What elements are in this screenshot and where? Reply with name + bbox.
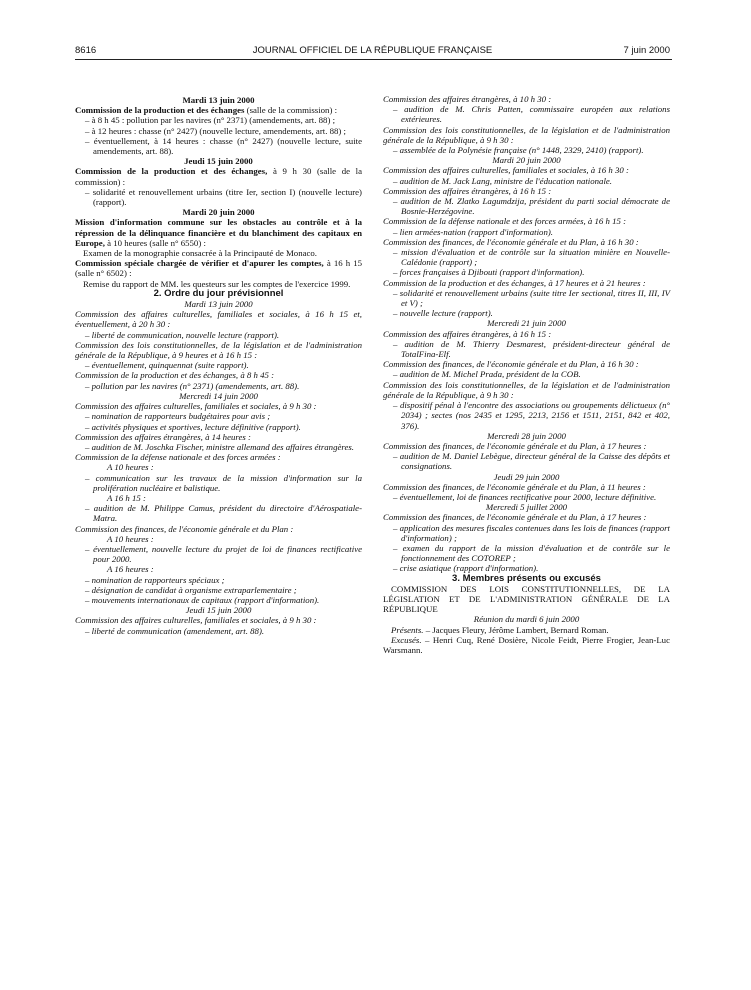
agenda-item: – examen du rapport de la mission d'évaluation et de contrôle sur le fonctionnement des COTOREP ; — [393, 542, 670, 564]
agenda-item: – activités physiques et sportives, lecture définitive (rapport). — [85, 421, 301, 432]
agenda-item: – audition de M. Daniel Lebègue, directeur général de la Caisse des dépôts et consignations. — [393, 451, 670, 472]
agenda-item: – application des mesures fiscales contenues dans les lois de finances (rapport d'information) ; — [393, 522, 670, 543]
commission-entry: Commission des affaires étrangères, à 16 h 15 : — [383, 185, 552, 196]
agenda-item: – audition de M. Joschka Fischer, ministre allemand des affaires étrangères. — [85, 441, 354, 452]
commission-entry: Commission des finances, de l'économie générale et du Plan, à 16 h 30 : — [383, 359, 639, 370]
agenda-item: – désignation de candidat à organisme extraparlementaire ; — [85, 584, 297, 595]
running-header — [75, 45, 670, 59]
agenda-item: – audition de M. Chris Patten, commissaire européen aux relations extérieures. — [393, 104, 670, 125]
date-heading: Mardi 20 juin 2000 — [182, 207, 255, 218]
agenda-item: – crise asiatique (rapport d'information). — [393, 563, 539, 574]
commission-entry: Commission de la défense nationale et des forces armées, à 16 h 15 : — [383, 216, 627, 227]
agenda-item: – solidarité et renouvellement urbains (titre Ier, section I) (nouvelle lecture) (rapport). — [85, 186, 362, 208]
commission-entry: Commission des lois constitutionnelles, de la législation et de l'administration générale de la République, à 9 h 30 : — [383, 379, 670, 400]
agenda-item: – audition de M. Jack Lang, ministre de l'éducation nationale. — [393, 175, 612, 186]
agenda-item: – audition de M. Zlatko Lagumdzija, président du parti social démocrate de Bosnie-Herzégovine. — [393, 196, 670, 217]
agenda-item: – pollution par les navires (n° 2371) (amendements, art. 88). — [85, 380, 300, 391]
section-heading: 3. Membres présents ou excusés — [452, 572, 601, 584]
date-heading: Mardi 13 juin 2000 — [182, 95, 255, 105]
date-heading: Mercredi 28 juin 2000 — [487, 430, 566, 441]
agenda-item: – mouvements internationaux de capitaux (rapport d'information). — [85, 594, 320, 605]
commission-entry: Commission de la production et des échanges, à 9 h 30 (salle de la commission) : — [75, 166, 362, 187]
agenda-item: – mission d'évaluation et de contrôle sur la situation minière en Nouvelle-Calédonie (rapport) ; — [393, 247, 670, 268]
agenda-item: – nouvelle lecture (rapport). — [393, 308, 493, 319]
agenda-item: – audition de M. Michel Prada, président de la COB. — [393, 369, 581, 380]
date-heading: Jeudi 29 juin 2000 — [493, 471, 560, 482]
commission-entry: Commission de la production et des échanges, à 8 h 45 : — [75, 370, 275, 381]
agenda-item: – audition de M. Philippe Camus, président du directoire d'Aérospatiale-Matra. — [85, 503, 362, 524]
commission-entry: Commission des affaires culturelles, familiales et sociales, à 9 h 30 : — [75, 401, 317, 412]
commission-entry: Commission des affaires étrangères, à 16 h 15 : — [383, 328, 552, 339]
agenda-item: – lien armées-nation (rapport d'information). — [393, 226, 553, 237]
commission-entry: Commission de la défense nationale et des forces armées : — [75, 452, 281, 463]
date-heading: Mercredi 21 juin 2000 — [487, 318, 566, 329]
journal-title: JOURNAL OFFICIEL DE LA RÉPUBLIQUE FRANÇAISE — [252, 45, 493, 56]
date-heading: Mardi 13 juin 2000 — [184, 299, 253, 310]
commission-entry: Commission des affaires étrangères, à 10 h 30 : — [383, 94, 552, 104]
date-heading: Mercredi 5 juillet 2000 — [485, 502, 568, 513]
time-label: A 10 heures : — [107, 462, 154, 473]
agenda-item: – liberté de communication, nouvelle lecture (rapport). — [85, 329, 280, 340]
commission-entry: Commission des affaires culturelles, familiales et sociales, à 16 h 30 : — [383, 165, 629, 176]
agenda-item: – à 12 heures : chasse (n° 2427) (nouvelle lecture, amendements, art. 88) ; — [85, 125, 346, 136]
commission-entry: Commission des affaires étrangères, à 14 heures : — [75, 431, 251, 442]
page-number: 8616 — [75, 45, 97, 56]
agenda-item: – éventuellement, loi de finances rectificative pour 2000, lecture définitive. — [393, 491, 657, 502]
agenda-item: – audition de M. Thierry Desmarest, président-directeur général de TotalFina-Elf. — [393, 338, 670, 360]
commission-entry: Commission des finances, de l'économie générale et du Plan, à 17 heures : — [383, 440, 647, 451]
agenda-item: – dispositif pénal à l'encontre des associations ou groupements délictueux (n° 2034) ; sectes (nos 2435 et 1295, 2213, 2156 et 1511, 2151, 842 et 402, 376). — [393, 400, 670, 431]
agenda-text: Remise du rapport de MM. les questeurs sur les comptes de l'exercice 1999. — [83, 278, 351, 289]
commission-entry: Commission des affaires culturelles, familiales et sociales, à 16 h 15 et, éventuellement, à 20 h 30 : — [75, 309, 362, 330]
commission-entry: Commission des finances, de l'économie générale et du Plan, à 16 h 30 : — [383, 236, 639, 247]
agenda-item: – assemblée de la Polynésie française (n° 1448, 2329, 2410) (rapport). — [393, 145, 644, 156]
commission-entry: Commission de la production et des échanges (salle de la commission) : — [75, 105, 338, 116]
left-column — [75, 95, 362, 636]
time-label: A 16 h 15 : — [107, 492, 146, 503]
agenda-text: Examen de la monographie consacrée à la Principauté de Monaco. — [83, 248, 317, 259]
present-members: Présents. – Jacques Fleury, Jérôme Lambert, Bernard Roman. — [391, 624, 609, 635]
commission-title: COMMISSION DES LOIS CONSTITUTIONNELLES, DE LA LÉGISLATION ET DE L'ADMINISTRATION GÉNÉRALE DE LA RÉPUBLIQUE — [383, 583, 670, 615]
date-heading: Jeudi 15 juin 2000 — [184, 156, 253, 167]
meeting-date: Réunion du mardi 6 juin 2000 — [473, 614, 580, 625]
agenda-item: – nomination de rapporteurs spéciaux ; — [85, 574, 225, 585]
time-label: A 16 heures : — [107, 564, 154, 575]
agenda-item: – solidarité et renouvellement urbains (suite titre Ier sectional, titres II, III, IV et V) ; — [393, 287, 670, 309]
agenda-item: – éventuellement, nouvelle lecture du projet de loi de finances rectificative pour 2000. — [85, 543, 362, 565]
right-column — [383, 94, 670, 655]
agenda-item: – liberté de communication (amendement, art. 88). — [85, 625, 265, 636]
agenda-item: – éventuellement, à 14 heures : chasse (n° 2427) (nouvelle lecture, suite amendements, art. 88). — [85, 135, 362, 157]
commission-entry: Commission de la production et des échanges, à 17 heures et à 21 heures : — [383, 277, 646, 288]
commission-entry: Commission des affaires culturelles, familiales et sociales, à 9 h 30 : — [75, 615, 317, 626]
agenda-item: – forces françaises à Djibouti (rapport d'information). — [393, 267, 585, 278]
agenda-item: – nomination de rapporteurs budgétaires pour avis ; — [85, 411, 271, 422]
date-heading: Mardi 20 juin 2000 — [492, 155, 561, 166]
commission-entry: Commission des lois constitutionnelles, de la législation et de l'administration générale de la République, à 9 heures et à 16 h 15 : — [75, 339, 362, 361]
agenda-item: – communication sur les travaux de la mission d'information sur la prolifération nucléaire et balistique. — [85, 472, 362, 493]
section-heading: 2. Ordre du jour prévisionnel — [153, 287, 284, 299]
time-label: A 10 heures : — [107, 533, 154, 544]
agenda-item: – éventuellement, quinquennat (suite rapport). — [85, 360, 249, 371]
commission-entry: Commission des finances, de l'économie générale et du Plan : — [75, 523, 294, 534]
commission-entry: Commission des finances, de l'économie générale et du Plan, à 17 heures : — [383, 512, 647, 523]
header-rule — [75, 59, 672, 60]
agenda-item: – à 8 h 45 : pollution par les navires (n° 2371) (amendements, art. 88) ; — [85, 115, 336, 126]
excused-members: Excusés. – Henri Cuq, René Dosière, Nicole Feidt, Pierre Frogier, Jean-Luc Warsmann. — [383, 634, 670, 655]
commission-entry: Commission spéciale chargée de vérifier et d'apurer les comptes, à 16 h 15 (salle n° 6502) : — [75, 258, 363, 279]
commission-entry: Commission des finances, de l'économie générale et du Plan, à 11 heures : — [383, 481, 646, 492]
date-heading: Mercredi 14 juin 2000 — [179, 390, 258, 401]
issue-date: 7 juin 2000 — [623, 45, 670, 56]
commission-entry: Commission des lois constitutionnelles, de la législation et de l'administration générale de la République, à 9 h 30 : — [383, 124, 670, 145]
date-heading: Jeudi 15 juin 2000 — [185, 605, 252, 616]
commission-entry: Mission d'information commune sur les obstacles au contrôle et à la répression de la délinquance financière et du blanchiment des capitaux en Europe, à 10 heures (salle n° 6550) : — [75, 217, 362, 248]
